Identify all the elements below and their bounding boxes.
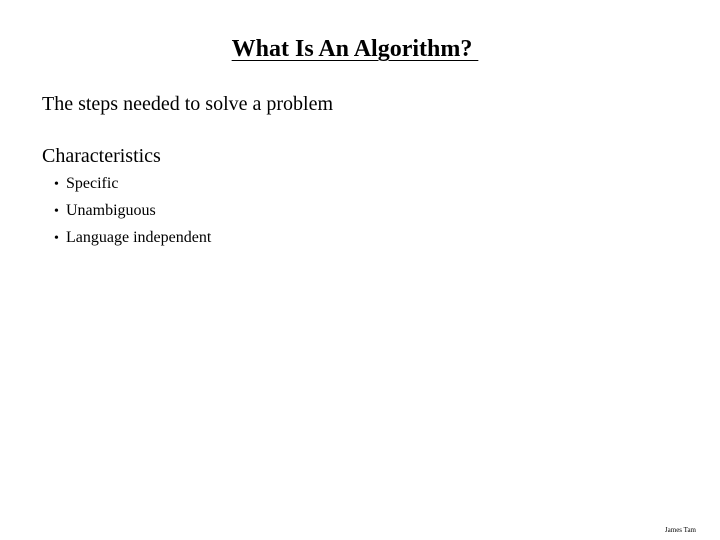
list-item xyxy=(54,172,211,199)
section-heading: Characteristics xyxy=(42,145,161,167)
list-item xyxy=(54,199,211,226)
slide-title xyxy=(0,33,710,65)
footer-author: James Tam xyxy=(664,526,696,534)
list-item xyxy=(54,226,211,253)
bullet-icon: • xyxy=(54,177,59,192)
slide-title-text: What Is An Algorithm? xyxy=(231,36,479,62)
intro-line: The steps needed to solve a problem xyxy=(42,93,334,115)
list-item-text: Language independent xyxy=(66,229,212,246)
list-item-text: Specific xyxy=(66,175,119,192)
bullet-icon: • xyxy=(54,204,59,219)
characteristics-list xyxy=(54,172,211,253)
list-item-text: Unambiguous xyxy=(66,202,156,219)
bullet-icon: • xyxy=(54,231,59,246)
